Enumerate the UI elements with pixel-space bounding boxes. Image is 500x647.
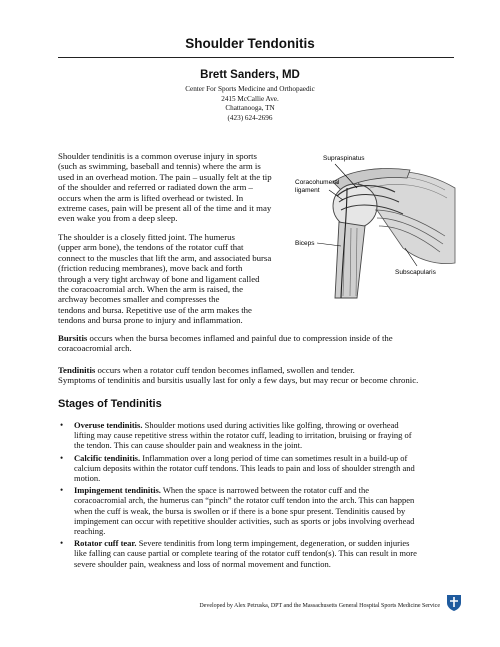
text-line: tendons and bursa. Repetitive use of the arm makes the (58, 304, 252, 315)
list-item (60, 538, 470, 569)
label-biceps: Biceps (295, 240, 315, 247)
contact-line: 2415 McCallie Ave. (221, 94, 279, 103)
stage-text: reaching. (74, 526, 106, 537)
bursitis-text: occurs when the bursa becomes inflamed and painful due to compression inside of the (87, 333, 393, 343)
stage-text: severe shoulder pain, weakness and loss of normal movement and function. (74, 558, 331, 569)
stage-text: when the cuff is weak, the bursa is swollen or if there is a bone spur present. Tendinitis caused by (74, 505, 406, 516)
text-line: (such as swimming, baseball and tennis) where the arm is (58, 161, 261, 172)
bullet-icon: • (60, 452, 64, 463)
label-coracohumeral-ligament: ligament (295, 187, 320, 194)
stage-text: Shoulder motions used during activities like golfing, throwing or overhead (142, 420, 399, 430)
stages-heading: Stages of Tendinitis (58, 398, 162, 410)
text-line: The shoulder is a closely fitted joint. The humerus (58, 232, 235, 242)
text-line: through a very tight archway of bone and ligament called (58, 273, 260, 284)
tendinitis-term: Tendinitis (58, 365, 96, 375)
stage-term: Calcific tendinitis. (74, 452, 141, 463)
tendinitis-text: occurs when a rotator cuff tendon becomes inflamed, swollen and tender. (95, 365, 355, 375)
bullet-icon: • (60, 420, 64, 430)
text-line: occurs when the arm is lifted overhead or twisted. In (58, 192, 244, 203)
stage-text: calcium deposits within the rotator cuff tendons. This leads to pain and loss of shoulder strength and (74, 462, 415, 473)
hospital-shield-logo-icon (446, 594, 462, 612)
list-item (60, 485, 470, 536)
intro-paragraph-2 (58, 232, 271, 326)
contact-block (0, 85, 500, 123)
shoulder-anatomy-figure (295, 148, 460, 300)
label-subscapularis: Subscapularis (395, 269, 436, 276)
stage-text: coracoacromial arch, the humerus can “pinch” the rotator cuff tendon into the arch. This can happen (74, 495, 415, 506)
shoulder-anatomy-illustration (295, 148, 460, 300)
list-item (60, 420, 470, 451)
stage-text: When the space is narrowed between the rotator cuff and the (160, 485, 369, 496)
text-line: (friction reducing membranes), move back and forth (58, 263, 243, 274)
page-title: Shoulder Tendonitis (185, 36, 315, 51)
bullet-icon: • (60, 538, 64, 549)
tendinitis-definition (58, 365, 418, 386)
contact-line: (423) 624-2696 (227, 113, 273, 122)
stage-term: Overuse tendinitis. (74, 420, 143, 430)
text-line: even wake you from a deep sleep. (58, 213, 178, 224)
stage-text: lifting may cause repetitive stress within the rotator cuff, leading to irritation, bruising or fraying of (74, 430, 412, 441)
list-item (60, 453, 470, 484)
footer-credit: Developed by Alex Petruska, DPT and the Massachusetts General Hospital Sports Medicine Service (199, 603, 440, 609)
text-line: connect to the muscles that lift the arm, and associated bursa (58, 252, 272, 263)
text-line: tendons and bursa prone to injury and inflammation. (58, 315, 243, 326)
title-rule (58, 57, 454, 58)
text-line: of the shoulder and referred or radiated down the arm – (58, 182, 253, 193)
label-supraspinatus: Supraspinatus (323, 155, 365, 162)
text-line: archway becomes smaller and compresses the (58, 294, 220, 305)
stage-text: Inflammation over a long period of time can sometimes result in a build-up of (140, 452, 408, 463)
stage-text: motion. (74, 473, 101, 484)
text-line: Shoulder tendinitis is a common overuse injury in sports (58, 151, 257, 161)
stage-text: like falling can cause partial or complete tearing of the rotator cuff tendon(s). This can result in more (74, 548, 417, 559)
contact-line: Center For Sports Medicine and Orthopaedic (185, 85, 315, 93)
text-line: extreme cases, pain will be present all of the time and it may (58, 203, 272, 214)
bursitis-definition (58, 333, 393, 354)
label-coracohumeral: Coracohumeral (295, 179, 340, 186)
stage-text: impingement can occur with repetitive shoulder activities, such as sports or jobs involving overhead (74, 515, 415, 526)
stages-list (60, 420, 470, 569)
stage-text: Severe tendinitis from long term impingement, degeneration, or sudden injuries (136, 538, 410, 549)
contact-line: Chattanooga, TN (225, 104, 275, 113)
stage-term: Impingement tendinitis. (74, 485, 161, 496)
bullet-icon: • (60, 485, 64, 496)
author-name: Brett Sanders, MD (200, 69, 300, 81)
bursitis-term: Bursitis (58, 333, 88, 343)
text-line: used in an overhead motion. The pain – usually felt at the tip (58, 171, 272, 182)
stage-text: the tendon. This can cause shoulder pain and weakness in the joint. (74, 440, 303, 451)
intro-paragraph-1 (58, 151, 272, 224)
stage-term: Rotator cuff tear. (74, 538, 137, 549)
text-line: the coracoacromial arch. When the arm is raised, the (58, 284, 243, 295)
symptoms-text: Symptoms of tendinitis and bursitis usually last for only a few days, but may recur or become chronic. (58, 375, 419, 386)
text-line: (upper arm bone), the tendons of the rotator cuff that (58, 242, 244, 253)
bursitis-text-continued: coracoacromial arch. (58, 343, 132, 354)
